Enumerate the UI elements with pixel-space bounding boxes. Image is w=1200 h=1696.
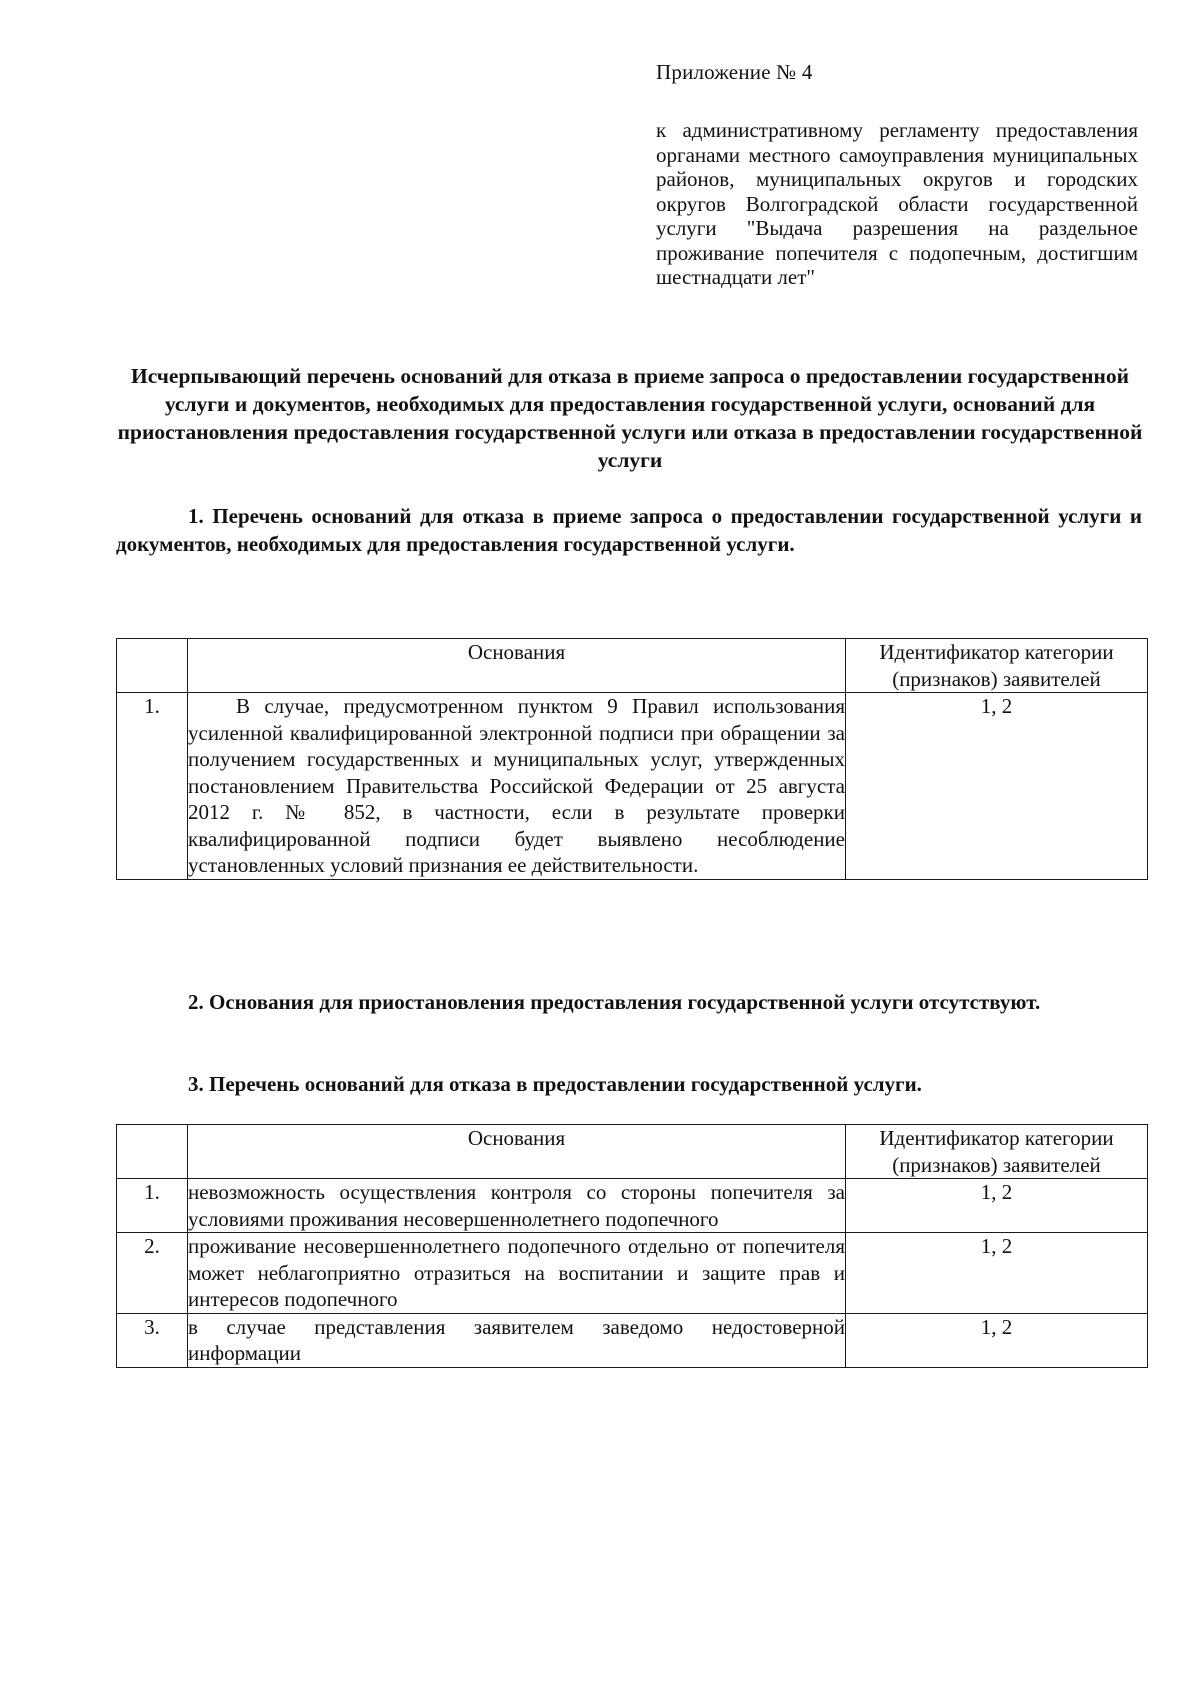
row-basis: В случае, предусмотренном пунктом 9 Правил использования усиленной квалифицированной электронной подписи при обращении за получением государственных и муниципальных услуг, утвержденных постановлением Правительства Российской Федерации от 25 августа 2012 г. № 852, в частности, если в результате проверки квалифицированной подписи будет выявлено несоблюдение установленных условий признания ее действительности.: [188, 694, 845, 877]
header-identifier: Идентификатор категории (признаков) заявителей: [846, 639, 1148, 693]
table-row: [117, 693, 1148, 880]
header-identifier: Идентификатор категории (признаков) заявителей: [846, 1125, 1148, 1179]
row-identifier: 1, 2: [846, 1233, 1148, 1314]
table-refusal-provision: [116, 1124, 1148, 1368]
table-row: [117, 1179, 1148, 1233]
appendix-text: к административному регламенту предоставления органами местного самоуправления муниципальных районов, муниципальных округов и городских округов Волгоградской области государственной услуги "Выдача разрешения на раздельное проживание попечителя с подопечным, достигшим шестнадцати лет": [656, 118, 1138, 289]
table-row: [117, 1233, 1148, 1314]
table-header-row: [117, 639, 1148, 693]
section-2-heading: 2. Основания для приостановления предоставления государственной услуги отсутствуют.: [188, 990, 1041, 1014]
table-header-row: [117, 1125, 1148, 1179]
table-refusal-acceptance: [116, 638, 1148, 880]
row-identifier: 1, 2: [846, 1179, 1148, 1233]
row-num: 1.: [117, 1179, 188, 1233]
row-identifier: 1, 2: [846, 693, 1148, 880]
row-basis: проживание несовершеннолетнего подопечного отдельно от попечителя может неблагоприятно отразиться на воспитании и защите прав и интересов подопечного: [188, 1234, 845, 1311]
row-num: 3.: [117, 1313, 188, 1367]
header-basis: Основания: [188, 639, 846, 693]
document-title: Исчерпывающий перечень оснований для отказа в приеме запроса о предоставлении государственной услуги и документов, необходимых для предоставления государственной услуги, оснований для приостановления предоставления государственной услуги или отказа в предоставлении государственной услуги: [117, 364, 1143, 472]
table-row: [117, 1313, 1148, 1367]
header-num: [117, 1125, 188, 1179]
appendix-title: Приложение № 4: [656, 60, 813, 84]
row-num: 1.: [117, 693, 188, 880]
row-basis: невозможность осуществления контроля со стороны попечителя за условиями проживания несовершеннолетнего подопечного: [188, 1180, 845, 1231]
row-num: 2.: [117, 1233, 188, 1314]
section-3-heading: 3. Перечень оснований для отказа в предоставлении государственной услуги.: [188, 1072, 922, 1096]
header-basis: Основания: [188, 1125, 846, 1179]
row-identifier: 1, 2: [846, 1313, 1148, 1367]
row-basis: в случае представления заявителем заведомо недостоверной информации: [188, 1314, 845, 1365]
section-1-heading: 1. Перечень оснований для отказа в приеме запроса о предоставлении государственной услуги и документов, необходимых для предоставления государственной услуги.: [116, 504, 1142, 556]
header-num: [117, 639, 188, 693]
